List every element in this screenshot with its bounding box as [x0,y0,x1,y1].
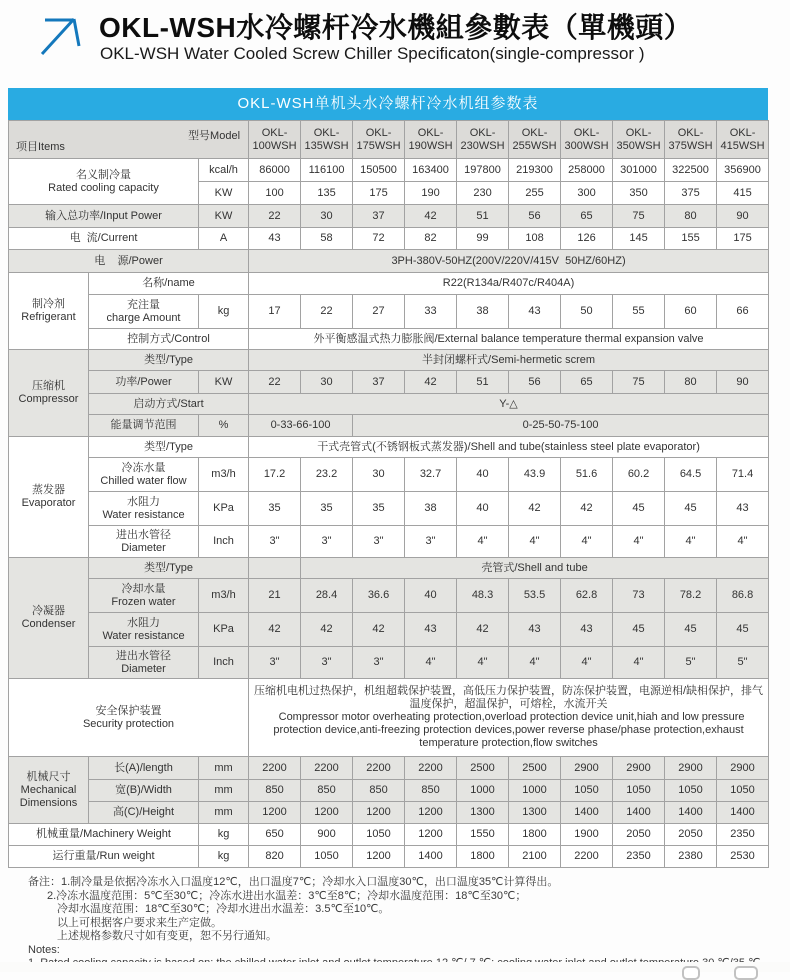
row-label-cell: 宽(B)/Width [89,780,199,802]
value-cell: 850 [249,780,301,802]
value-cell: 4" [457,526,509,558]
unit-cell: mm [199,757,249,780]
row-label-cell: 名义制冷量 Rated cooling capacity [9,159,199,205]
value-cell: 43 [249,228,301,250]
value-cell: 外平衡感温式热力膨胀阀/External balance temperature thermal expansion valve [249,329,769,350]
page-subtitle: OKL-WSH Water Cooled Screw Chiller Specificaton(single-compressor ) [100,44,645,63]
value-cell: 35 [353,492,405,526]
value-cell: 230 [457,182,509,205]
value-cell: 56 [509,205,561,228]
value-cell: 1050 [665,780,717,802]
value-cell: 53.5 [509,579,561,613]
model-header-cell: OKL- 300WSH [561,121,613,159]
value-cell: 43 [717,492,769,526]
value-cell: 82 [405,228,457,250]
value-cell: 850 [353,780,405,802]
value-cell: 5" [665,647,717,679]
value-cell: 78.2 [665,579,717,613]
row-label-cell: 蒸发器 Evaporator [9,437,89,558]
page-title: OKL-WSH水冷螺杆冷水機組參數表（單機頭） [99,12,693,43]
value-cell: 2350 [613,846,665,868]
value-cell: 40 [457,458,509,492]
table-row [9,757,769,780]
table-row [9,159,769,182]
value-cell: 55 [613,295,665,329]
value-cell: 1050 [717,780,769,802]
value-cell: 45 [613,613,665,647]
value-cell: 1300 [509,802,561,824]
value-cell: 65 [561,371,613,394]
table-row [9,250,769,273]
note-line: 上述规格参数尺寸如有变更，恕不另行通知。 [57,930,277,942]
value-cell: 5" [717,647,769,679]
value-cell: 1400 [405,846,457,868]
value-cell: 1000 [509,780,561,802]
value-cell: 219300 [509,159,561,182]
note-line: Notes: [28,943,60,956]
value-cell: 56 [509,371,561,394]
value-cell: 42 [405,371,457,394]
value-cell: 375 [665,182,717,205]
value-cell: 22 [301,295,353,329]
unit-cell: % [199,415,249,437]
value-cell: 4" [457,647,509,679]
value-cell: 71.4 [717,458,769,492]
value-cell: 28.4 [301,579,353,613]
value-cell: 75 [613,371,665,394]
unit-cell: kg [199,824,249,846]
value-cell: 22 [249,205,301,228]
row-label-cell: 冷冻水量 Chilled water flow [89,458,199,492]
corner-items-label: 项目Items [16,141,65,153]
unit-cell: m3/h [199,579,249,613]
value-cell: 36.6 [353,579,405,613]
value-cell: 1200 [405,824,457,846]
model-header-cell: OKL- 415WSH [717,121,769,159]
row-label-cell: 长(A)/length [89,757,199,780]
page-edge-artifact [734,966,758,980]
value-cell: 42 [353,613,405,647]
value-cell: 1050 [561,780,613,802]
table-row [9,458,769,492]
value-cell: 356900 [717,159,769,182]
value-cell: 1200 [301,802,353,824]
value-cell: 126 [561,228,613,250]
row-label-cell: 充注量 charge Amount [89,295,199,329]
table-row [9,437,769,458]
value-cell: 86000 [249,159,301,182]
value-cell: 21 [249,579,301,613]
value-cell: 90 [717,371,769,394]
value-cell: 1200 [249,802,301,824]
value-cell: 0-25-50-75-100 [353,415,769,437]
value-cell: 17 [249,295,301,329]
value-cell: 258000 [561,159,613,182]
table-row [9,679,769,757]
value-cell: 108 [509,228,561,250]
model-header-cell: OKL- 190WSH [405,121,457,159]
model-header-cell: OKL- 100WSH [249,121,301,159]
value-cell: 2200 [405,757,457,780]
value-cell: 86.8 [717,579,769,613]
table-row [9,647,769,679]
value-cell: 64.5 [665,458,717,492]
value-cell: 820 [249,846,301,868]
value-cell: 4" [509,647,561,679]
value-cell: 190 [405,182,457,205]
spec-table-body [9,121,769,868]
table-row [9,558,769,579]
value-cell: 1400 [717,802,769,824]
value-cell: 2900 [717,757,769,780]
model-header-cell: OKL- 230WSH [457,121,509,159]
value-cell: 2350 [717,824,769,846]
row-label-cell: 运行重量/Run weight [9,846,199,868]
value-cell: 4" [717,526,769,558]
value-cell: 37 [353,371,405,394]
value-cell: 2200 [301,757,353,780]
value-cell: 50 [561,295,613,329]
value-cell: 255 [509,182,561,205]
value-cell: 37 [353,205,405,228]
model-header-cell: OKL- 175WSH [353,121,405,159]
row-label-cell: 控制方式/Control [89,329,249,350]
value-cell: 1000 [457,780,509,802]
value-cell: 75 [613,205,665,228]
value-cell: 0-33-66-100 [249,415,353,437]
value-cell: 65 [561,205,613,228]
value-cell: 90 [717,205,769,228]
value-cell: 135 [301,182,353,205]
value-cell: 100 [249,182,301,205]
value-cell: 1200 [405,802,457,824]
value-cell: 42 [561,492,613,526]
value-cell: 3" [301,526,353,558]
value-cell: 30 [301,371,353,394]
table-row [9,415,769,437]
row-label-cell: 压缩机 Compressor [9,350,89,437]
value-cell: 2050 [613,824,665,846]
unit-cell: A [199,228,249,250]
value-cell: 4" [613,526,665,558]
note-line: 备注：1.制冷量是依据冷冻水入口温度12℃，出口温度7℃；冷却水入口温度30℃，出口温度35℃计算得出。 [28,876,559,888]
row-label-cell: 名称/name [89,273,249,295]
value-cell: 650 [249,824,301,846]
value-cell: 51.6 [561,458,613,492]
value-cell: 1050 [301,846,353,868]
value-cell: 2200 [353,757,405,780]
table-row [9,394,769,415]
note-line: 以上可根据客户要求来生产定做。 [57,916,222,929]
value-cell: R22(R134a/R407c/R404A) [249,273,769,295]
value-cell: 40 [405,579,457,613]
table-row [9,579,769,613]
value-cell: 45 [665,613,717,647]
value-cell: 4" [665,526,717,558]
unit-cell: Inch [199,647,249,679]
corner-model-label: 型号Model [188,130,241,142]
table-row [9,526,769,558]
unit-cell: KW [199,205,249,228]
model-header-cell: OKL- 375WSH [665,121,717,159]
value-cell: 35 [301,492,353,526]
value-cell: 60.2 [613,458,665,492]
value-cell: 43 [509,295,561,329]
value-cell: 155 [665,228,717,250]
value-cell: 322500 [665,159,717,182]
value-cell: 42 [301,613,353,647]
value-cell: 1550 [457,824,509,846]
value-cell: 300 [561,182,613,205]
unit-cell: kg [199,295,249,329]
row-label-cell: 类型/Type [89,558,249,579]
unit-cell: kcal/h [199,159,249,182]
value-cell: 2100 [509,846,561,868]
value-cell: 42 [249,613,301,647]
value-cell: Y-△ [249,394,769,415]
value-cell: 116100 [301,159,353,182]
value-cell: 150500 [353,159,405,182]
value-cell [249,558,301,579]
row-label-cell: 机械重量/Machinery Weight [9,824,199,846]
table-banner: OKL-WSH单机头水冷螺杆冷水机组参数表 [8,88,768,120]
row-label-cell: 水阻力 Water resistance [89,613,199,647]
value-cell: 62.8 [561,579,613,613]
unit-cell: KPa [199,613,249,647]
value-cell: 45 [717,613,769,647]
value-cell: 145 [613,228,665,250]
value-cell: 2500 [509,757,561,780]
table-row [9,350,769,371]
value-cell: 43 [509,613,561,647]
value-cell: 2900 [613,757,665,780]
value-cell: 3" [249,647,301,679]
value-cell: 3" [249,526,301,558]
row-label-cell: 输入总功率/Input Power [9,205,199,228]
unit-cell: m3/h [199,458,249,492]
value-cell: 27 [353,295,405,329]
row-label-cell: 进出水管径 Diameter [89,526,199,558]
unit-cell: KW [199,182,249,205]
value-cell: 80 [665,205,717,228]
notes-block [0,876,788,971]
value-cell: 3" [301,647,353,679]
row-label-cell: 能量调节范围 [89,415,199,437]
row-label-cell: 类型/Type [89,350,249,371]
row-label-cell: 机械尺寸 Mechanical Dimensions [9,757,89,824]
value-cell: 3" [353,526,405,558]
row-label-cell: 制冷剂 Refrigerant [9,273,89,350]
value-cell: 43 [405,613,457,647]
value-cell: 850 [405,780,457,802]
value-cell: 22 [249,371,301,394]
value-cell: 73 [613,579,665,613]
value-cell: 58 [301,228,353,250]
model-header-cell: OKL- 350WSH [613,121,665,159]
value-cell: 1050 [353,824,405,846]
row-label-cell: 冷凝器 Condenser [9,558,89,679]
row-label-cell: 启动方式/Start [89,394,249,415]
table-row [9,846,769,868]
value-cell: 32.7 [405,458,457,492]
value-cell: 4" [613,647,665,679]
value-cell: 1400 [561,802,613,824]
row-label-cell: 高(C)/Height [89,802,199,824]
value-cell: 4" [561,526,613,558]
value-cell: 2380 [665,846,717,868]
value-cell: 1050 [613,780,665,802]
value-cell: 415 [717,182,769,205]
value-cell: 175 [353,182,405,205]
value-cell: 30 [301,205,353,228]
value-cell: 38 [457,295,509,329]
value-cell: 51 [457,371,509,394]
model-header-cell: OKL- 135WSH [301,121,353,159]
value-cell: 1200 [353,846,405,868]
row-label-cell: 电 源/Power [9,250,249,273]
security-protection-cell: 压缩机电机过热保护，机组超载保护装置，高低压力保护装置，防冻保护装置，电源逆相/缺相保护，排气温度保护，超温保护，可熔栓，水流开关 Compressor motor overheating protection,overload protection device unit,hiah and low pressure protection device,anti-freezing protection devices,power reverse phase/phase protection,exhaust temperature protection,flow switches [249,679,769,757]
value-cell: 60 [665,295,717,329]
value-cell: 850 [301,780,353,802]
page-edge-artifact [682,966,700,980]
model-header-row [9,121,769,159]
value-cell: 42 [457,613,509,647]
value-cell: 2200 [561,846,613,868]
value-cell: 半封闭螺杆式/Semi-hermetic screm [249,350,769,371]
table-row [9,802,769,824]
table-row [9,228,769,250]
value-cell: 45 [613,492,665,526]
value-cell: 301000 [613,159,665,182]
value-cell: 2900 [561,757,613,780]
spec-table-section [8,88,768,868]
value-cell: 163400 [405,159,457,182]
page-edge-band [0,962,790,972]
unit-cell: KPa [199,492,249,526]
value-cell: 35 [249,492,301,526]
value-cell: 66 [717,295,769,329]
value-cell: 3PH-380V-50HZ(200V/220V/415V 50HZ/60HZ) [249,250,769,273]
value-cell: 51 [457,205,509,228]
value-cell: 1400 [665,802,717,824]
table-row [9,824,769,846]
value-cell: 350 [613,182,665,205]
row-label-cell: 功率/Power [89,371,199,394]
value-cell: 48.3 [457,579,509,613]
value-cell: 2530 [717,846,769,868]
value-cell: 80 [665,371,717,394]
table-row [9,205,769,228]
unit-cell: kg [199,846,249,868]
value-cell: 45 [665,492,717,526]
unit-cell: KW [199,371,249,394]
table-row [9,371,769,394]
row-label-cell: 进出水管径 Diameter [89,647,199,679]
value-cell: 壳管式/Shell and tube [301,558,769,579]
value-cell: 1400 [613,802,665,824]
value-cell: 42 [405,205,457,228]
value-cell: 4" [509,526,561,558]
table-row [9,492,769,526]
value-cell: 43.9 [509,458,561,492]
value-cell: 2200 [249,757,301,780]
row-label-cell: 水阻力 Water resistance [89,492,199,526]
note-line: 冷却水温度范围：18℃至30℃；冷却水进出水温差：3.5℃至10℃。 [57,903,390,915]
brand-arrow-icon [38,12,86,59]
model-header-cell: OKL- 255WSH [509,121,561,159]
value-cell: 72 [353,228,405,250]
row-label-cell: 电 流/Current [9,228,199,250]
value-cell: 1800 [509,824,561,846]
value-cell: 42 [509,492,561,526]
spec-table [8,120,769,868]
value-cell: 99 [457,228,509,250]
value-cell: 40 [457,492,509,526]
value-cell: 38 [405,492,457,526]
value-cell: 197800 [457,159,509,182]
row-label-cell: 冷却水量 Frozen water [89,579,199,613]
value-cell: 3" [353,647,405,679]
row-label-cell: 类型/Type [89,437,249,458]
unit-cell: mm [199,780,249,802]
value-cell: 3" [405,526,457,558]
unit-cell: mm [199,802,249,824]
table-row [9,295,769,329]
value-cell: 33 [405,295,457,329]
value-cell: 2500 [457,757,509,780]
table-row [9,329,769,350]
value-cell: 1900 [561,824,613,846]
value-cell: 2900 [665,757,717,780]
value-cell: 1200 [353,802,405,824]
value-cell: 2050 [665,824,717,846]
unit-cell: Inch [199,526,249,558]
table-row [9,273,769,295]
value-cell: 干式壳管式(不锈钢板式蒸发器)/Shell and tube(stainless steel plate evaporator) [249,437,769,458]
value-cell: 17.2 [249,458,301,492]
value-cell: 23.2 [301,458,353,492]
value-cell: 30 [353,458,405,492]
table-row [9,780,769,802]
note-line: 2.冷冻水温度范围：5℃至30℃；冷冻水进出水温差：3℃至8℃；冷却水温度范围：18℃至30℃； [47,889,527,902]
value-cell: 900 [301,824,353,846]
value-cell: 4" [405,647,457,679]
corner-diagonal-cell [9,121,249,159]
value-cell: 175 [717,228,769,250]
row-label-cell: 安全保护装置 Security protection [9,679,249,757]
value-cell: 43 [561,613,613,647]
table-row [9,613,769,647]
value-cell: 1300 [457,802,509,824]
value-cell: 4" [561,647,613,679]
value-cell: 1800 [457,846,509,868]
